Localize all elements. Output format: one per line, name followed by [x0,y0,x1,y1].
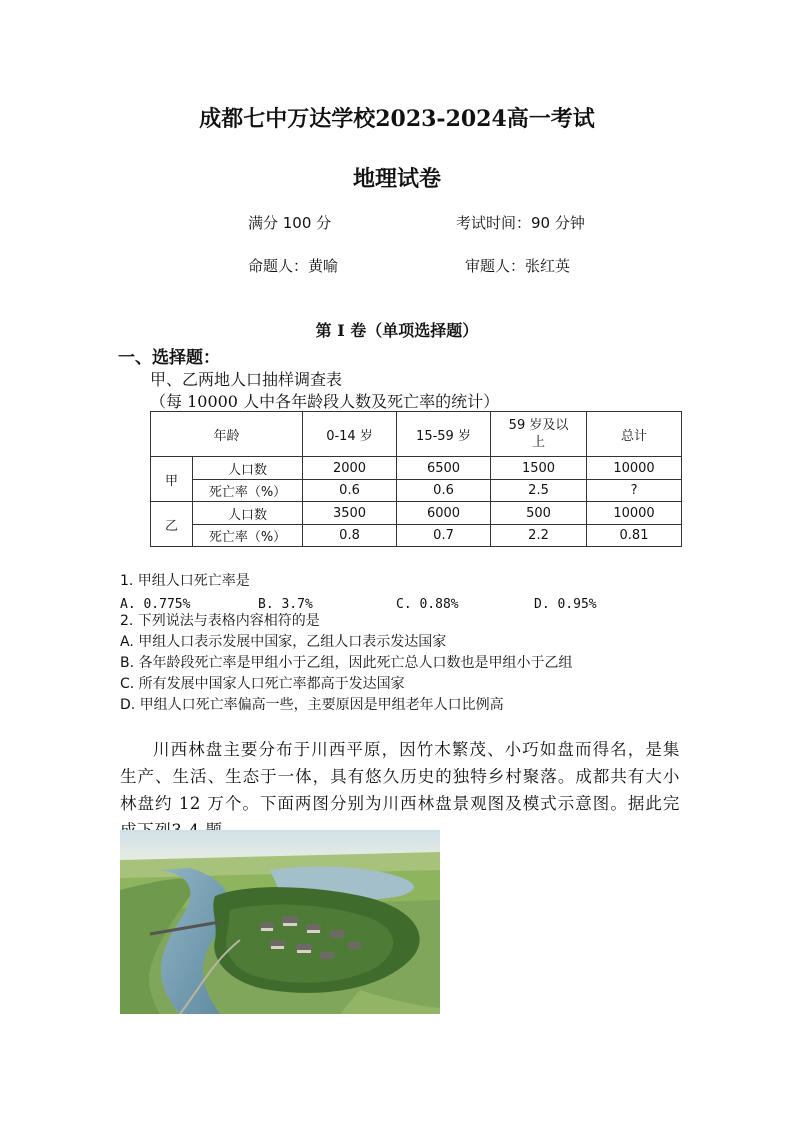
table-cell: 0.6 [303,480,397,502]
exam-title: 成都七中万达学校2023-2024高一考试 [199,106,595,132]
part-heading: 一、选择题： [118,348,220,368]
table-cell: 6500 [397,457,491,480]
section-title: 第 I 卷（单项选择题） [315,321,479,340]
table-cell: 500 [491,502,587,525]
header-0-14: 0-14 岁 [303,412,397,457]
population-table [150,411,682,547]
table-cell: ? [587,480,682,502]
row-label: 人口数 [193,457,303,480]
header-age: 年龄 [151,412,303,457]
row-label: 死亡率（%） [193,525,303,547]
exam-time: 考试时间：90 分钟 [456,214,585,232]
table-cell: 0.8 [303,525,397,547]
table-cell: 3500 [303,502,397,525]
question-2-option-a: A. 甲组人口表示发展中国家，乙组人口表示发达国家 [120,634,447,650]
table-cell: 1500 [491,457,587,480]
table-cell: 10000 [587,502,682,525]
table-caption-sub: （每 10000 人中各年龄段人数及死亡率的统计） [150,392,500,411]
table-cell: 6000 [397,502,491,525]
table-cell: 0.6 [397,480,491,502]
question-2-option-d: D. 甲组人口死亡率偏高一些，主要原因是甲组老年人口比例高 [120,697,504,713]
exam-subtitle: 地理试卷 [352,166,441,192]
table-cell: 2.5 [491,480,587,502]
header-15-59: 15-59 岁 [397,412,491,457]
header-total: 总计 [587,412,682,457]
linpan-landscape-photo [120,830,440,1014]
header-59-plus: 59 岁及以上 [491,412,587,457]
table-row [151,480,682,502]
question-2-option-c: C. 所有发展中国家人口死亡率都高于发达国家 [120,676,405,692]
question-reviewer: 审题人：张红英 [465,257,571,275]
option-c: C. 0.88% [396,597,459,612]
option-b: B. 3.7% [258,597,313,612]
question-2-option-b: B. 各年龄段死亡率是甲组小于乙组，因此死亡总人口数也是甲组小于乙组 [120,655,573,671]
option-d: D. 0.95% [534,597,597,612]
table-row [151,502,682,525]
table-cell: 0.7 [397,525,491,547]
passage-text: 川西林盘主要分布于川西平原，因竹木繁茂、小巧如盘而得名，是集生产、生活、生态于一体，具有悠久历史的独特乡村聚落。成都共有大小林盘约 12 万个。下面两图分别为川西林盘景观图及模式示意图。据此完 [120,740,680,813]
full-score: 满分 100 分 [248,214,332,232]
group-yi: 乙 [151,502,193,547]
table-cell: 0.81 [587,525,682,547]
table-cell: 10000 [587,457,682,480]
table-row [151,525,682,547]
group-jia: 甲 [151,457,193,502]
table-header-row [151,412,682,457]
table-cell: 2000 [303,457,397,480]
row-label: 人口数 [193,502,303,525]
question-setter: 命题人：黄喻 [248,257,339,275]
table-caption-main: 甲、乙两地人口抽样调查表 [150,370,343,389]
question-1-stem: 1. 甲组人口死亡率是 [120,573,250,589]
row-label: 死亡率（%） [193,480,303,502]
table-cell: 2.2 [491,525,587,547]
option-a: A. 0.775% [120,597,191,612]
table-row [151,457,682,480]
question-2-stem: 2. 下列说法与表格内容相符的是 [120,613,320,629]
